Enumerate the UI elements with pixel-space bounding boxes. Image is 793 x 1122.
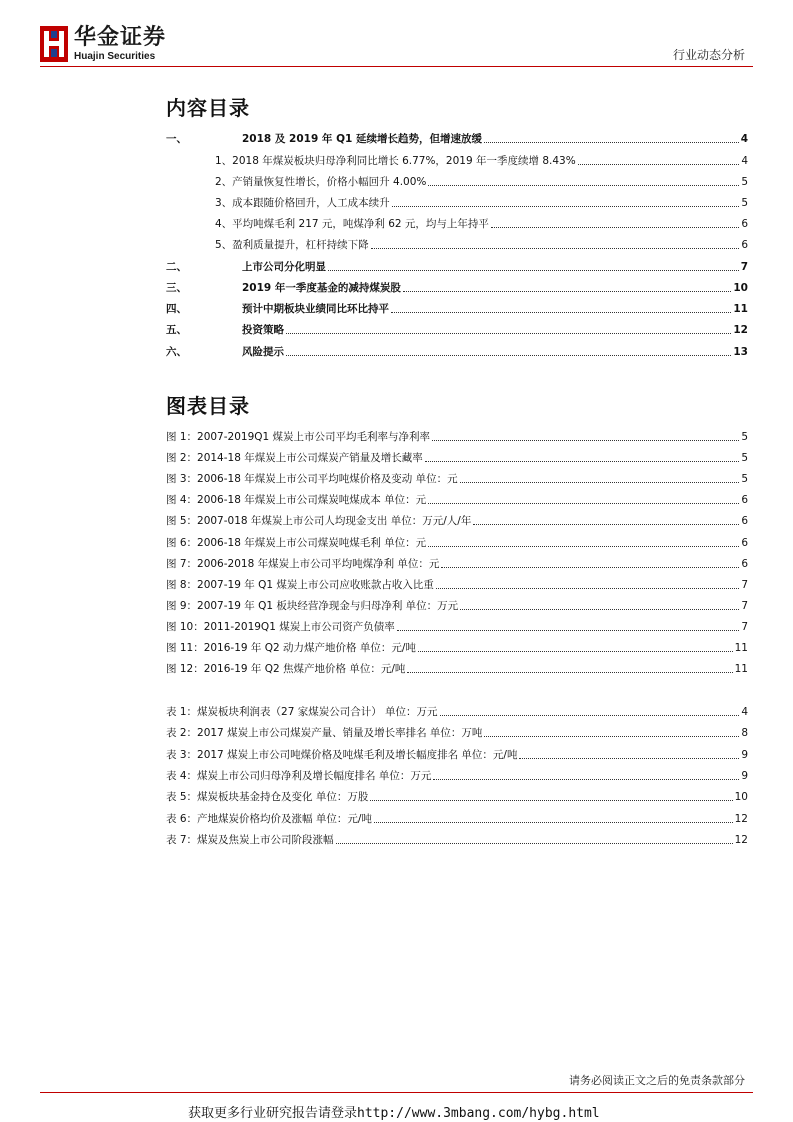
table-entry-leader — [484, 736, 739, 737]
figure-entry-title: 图 10：2011-2019Q1 煤炭上市公司资产负债率 — [166, 621, 395, 633]
toc-entry-leader — [391, 312, 731, 313]
figure-entry-page: 6 — [741, 537, 748, 549]
table-entry-title: 表 4：煤炭上市公司归母净利及增长幅度排名 单位：万元 — [166, 770, 432, 782]
figure-entry[interactable] — [166, 492, 748, 508]
toc-entry-page: 6 — [741, 239, 748, 251]
figure-entry[interactable] — [166, 640, 748, 656]
figure-entry-page: 6 — [741, 515, 748, 527]
table-entry-leader — [440, 715, 740, 716]
figure-entry-title: 图 2：2014-18 年煤炭上市公司煤炭产销量及增长藏率 — [166, 452, 423, 464]
table-entry-leader — [433, 779, 739, 780]
toc-entry-page: 5 — [741, 197, 748, 209]
toc-entry-page: 12 — [733, 324, 748, 336]
figure-entry-title: 图 8：2007-19 年 Q1 煤炭上市公司应收账款占收入比重 — [166, 579, 434, 591]
toc-entry-title: 5、盈利质量提升，杠杆持续下降 — [215, 239, 369, 251]
table-entry-title: 表 2：2017 煤炭上市公司煤炭产量、销量及增长率排名 单位：万吨 — [166, 727, 483, 739]
figure-entry-title: 图 9：2007-19 年 Q1 板块经营净现金与归母净利 单位：万元 — [166, 600, 459, 612]
table-entry-leader — [370, 800, 732, 801]
figure-entry-title: 图 5：2007-018 年煤炭上市公司人均现金支出 单位：万元/人/年 — [166, 515, 472, 527]
figure-entry-leader — [407, 672, 732, 673]
figure-entry-page: 6 — [741, 558, 748, 570]
table-entry-title: 表 7：煤炭及焦炭上市公司阶段涨幅 — [166, 834, 334, 846]
figure-entry-leader — [428, 503, 739, 504]
toc-entry[interactable] — [166, 301, 748, 317]
figure-entry[interactable] — [166, 535, 748, 551]
toc-entry-number: 二、 — [166, 261, 187, 273]
table-entry[interactable] — [166, 811, 748, 827]
figure-entry-title: 图 7：2006-2018 年煤炭上市公司平均吨煤净利 单位：元 — [166, 558, 440, 570]
toc-entry-page: 11 — [733, 303, 748, 315]
brand-name-cn: 华金证券 — [74, 25, 167, 50]
table-entry[interactable] — [166, 747, 748, 763]
toc-entry-leader — [286, 333, 731, 334]
figure-entry-leader — [425, 461, 740, 462]
figure-entry-page: 7 — [741, 600, 748, 612]
table-entry-page: 10 — [734, 791, 748, 803]
table-entry-page: 8 — [741, 727, 748, 739]
toc-entry-title: 上市公司分化明显 — [242, 261, 326, 273]
table-entry-page: 12 — [734, 813, 748, 825]
table-entry-page: 9 — [741, 770, 748, 782]
toc-entry-leader — [328, 270, 739, 271]
toc-entry-leader — [491, 227, 739, 228]
brand-logo — [40, 26, 190, 62]
figure-entry-leader — [428, 546, 739, 547]
table-entry-page: 12 — [734, 834, 748, 846]
toc-entry[interactable] — [166, 195, 748, 211]
toc-entry-leader — [371, 248, 740, 249]
figure-entry[interactable] — [166, 556, 748, 572]
brand-name-en: Huajin Securities — [74, 51, 156, 62]
figure-entry[interactable] — [166, 577, 748, 593]
toc-entry-title: 投资策略 — [242, 324, 284, 336]
toc-entry[interactable] — [166, 280, 748, 296]
table-entry-title: 表 6：产地煤炭价格均价及涨幅 单位：元/吨 — [166, 813, 372, 825]
figure-entry[interactable] — [166, 619, 748, 635]
figure-entry-leader — [460, 482, 740, 483]
figure-entry-title: 图 1：2007-2019Q1 煤炭上市公司平均毛利率与净利率 — [166, 431, 431, 443]
toc-entry-title: 2019 年一季度基金的减持煤炭股 — [242, 282, 401, 294]
toc-entry-title: 预计中期板块业绩同比环比持平 — [242, 303, 389, 315]
figure-entry-leader — [397, 630, 740, 631]
toc-entry[interactable] — [166, 237, 748, 253]
figure-entry-title: 图 11：2016-19 年 Q2 动力煤产地价格 单位：元/吨 — [166, 642, 416, 654]
figure-entry-page: 11 — [734, 642, 748, 654]
figure-entry[interactable] — [166, 598, 748, 614]
table-entry-leader — [519, 758, 739, 759]
toc-entry-number: 四、 — [166, 303, 187, 315]
table-entry[interactable] — [166, 832, 748, 848]
toc-entry-page: 10 — [733, 282, 748, 294]
toc-entry-leader — [392, 206, 740, 207]
toc-entry[interactable] — [166, 322, 748, 338]
toc-entry-page: 4 — [741, 155, 748, 167]
figure-entry-page: 5 — [741, 473, 748, 485]
toc-entry[interactable] — [166, 216, 748, 232]
disclaimer-note: 请务必阅读正文之后的免责条款部分 — [569, 1074, 745, 1087]
toc-entry[interactable] — [166, 259, 748, 275]
table-entry-title: 表 3：2017 煤炭上市公司吨煤价格及吨煤毛利及增长幅度排名 单位：元/吨 — [166, 749, 518, 761]
toc-title: 内容目录 — [166, 96, 250, 120]
figure-entry-leader — [473, 524, 739, 525]
figure-entry-page: 7 — [741, 579, 748, 591]
toc-entry-leader — [578, 164, 740, 165]
figure-entry[interactable] — [166, 429, 748, 445]
table-entry[interactable] — [166, 768, 748, 784]
figure-entry-title: 图 3：2006-18 年煤炭上市公司平均吨煤价格及变动 单位：元 — [166, 473, 458, 485]
figure-entry-title: 图 6：2006-18 年煤炭上市公司煤炭吨煤毛利 单位：元 — [166, 537, 427, 549]
figure-entry[interactable] — [166, 513, 748, 529]
toc-entry-title: 2018 及 2019 年 Q1 延续增长趋势，但增速放缓 — [242, 133, 482, 145]
figure-entry-title: 图 12：2016-19 年 Q2 焦煤产地价格 单位：元/吨 — [166, 663, 406, 675]
table-entry[interactable] — [166, 704, 748, 720]
toc-entry-title: 1、2018 年煤炭板块归母净利同比增长 6.77%，2019 年一季度续增 8.43% — [215, 155, 576, 167]
toc-entry-page: 7 — [740, 261, 748, 273]
toc-entry-number: 六、 — [166, 346, 187, 358]
toc-entry-number: 三、 — [166, 282, 187, 294]
toc-entry-page: 13 — [733, 346, 748, 358]
figures-title: 图表目录 — [166, 394, 250, 418]
toc-entry-number: 五、 — [166, 324, 187, 336]
toc-entry-title: 3、成本跟随价格回升，人工成本续升 — [215, 197, 390, 209]
toc-entry[interactable] — [166, 344, 748, 360]
table-entry-title: 表 5：煤炭板块基金持仓及变化 单位：万股 — [166, 791, 369, 803]
table-entry-leader — [336, 843, 733, 844]
figure-entry[interactable] — [166, 661, 748, 677]
figure-entry-page: 5 — [741, 431, 748, 443]
toc-entry-title: 2、产销量恢复性增长，价格小幅回升 4.00% — [215, 176, 427, 188]
toc-entry-page: 4 — [740, 133, 748, 145]
report-type-label: 行业动态分析 — [672, 48, 745, 62]
figure-entry-leader — [432, 440, 739, 441]
toc-entry-leader — [286, 355, 731, 356]
figure-entry-leader — [460, 609, 739, 610]
table-entry-page: 4 — [741, 706, 748, 718]
toc-entry-title: 风险提示 — [242, 346, 284, 358]
figure-entry-title: 图 4：2006-18 年煤炭上市公司煤炭吨煤成本 单位：元 — [166, 494, 427, 506]
figure-entry-leader — [436, 588, 739, 589]
toc-entry-leader — [403, 291, 731, 292]
toc-entry-leader — [484, 142, 739, 143]
toc-entry-number: 一、 — [166, 133, 187, 145]
brand-mark-icon — [40, 26, 68, 62]
figure-entry[interactable] — [166, 471, 748, 487]
toc-entry[interactable] — [166, 153, 748, 169]
table-entry-title: 表 1：煤炭板块利润表（27 家煤炭公司合计） 单位：万元 — [166, 706, 438, 718]
figure-entry-page: 6 — [741, 494, 748, 506]
toc-entry-page: 5 — [741, 176, 748, 188]
figure-entry-leader — [441, 567, 739, 568]
promo-link[interactable]: 获取更多行业研究报告请登录http://www.3mbang.com/hybg.html — [188, 1106, 600, 1121]
toc-entry-leader — [428, 185, 739, 186]
table-entry-leader — [374, 822, 733, 823]
toc-entry[interactable] — [166, 174, 748, 190]
toc-entry-page: 6 — [741, 218, 748, 230]
figure-entry-page: 7 — [741, 621, 748, 633]
figure-entry-leader — [418, 651, 733, 652]
table-entry[interactable] — [166, 725, 748, 741]
figure-entry[interactable] — [166, 450, 748, 466]
figure-entry-page: 5 — [741, 452, 748, 464]
table-entry-page: 9 — [741, 749, 748, 761]
toc-entry[interactable] — [166, 131, 748, 147]
table-entry[interactable] — [166, 789, 748, 805]
figure-entry-page: 11 — [734, 663, 748, 675]
toc-entry-title: 4、平均吨煤毛利 217 元，吨煤净利 62 元，均与上年持平 — [215, 218, 489, 230]
header-divider — [40, 66, 753, 67]
footer-divider — [40, 1092, 753, 1093]
